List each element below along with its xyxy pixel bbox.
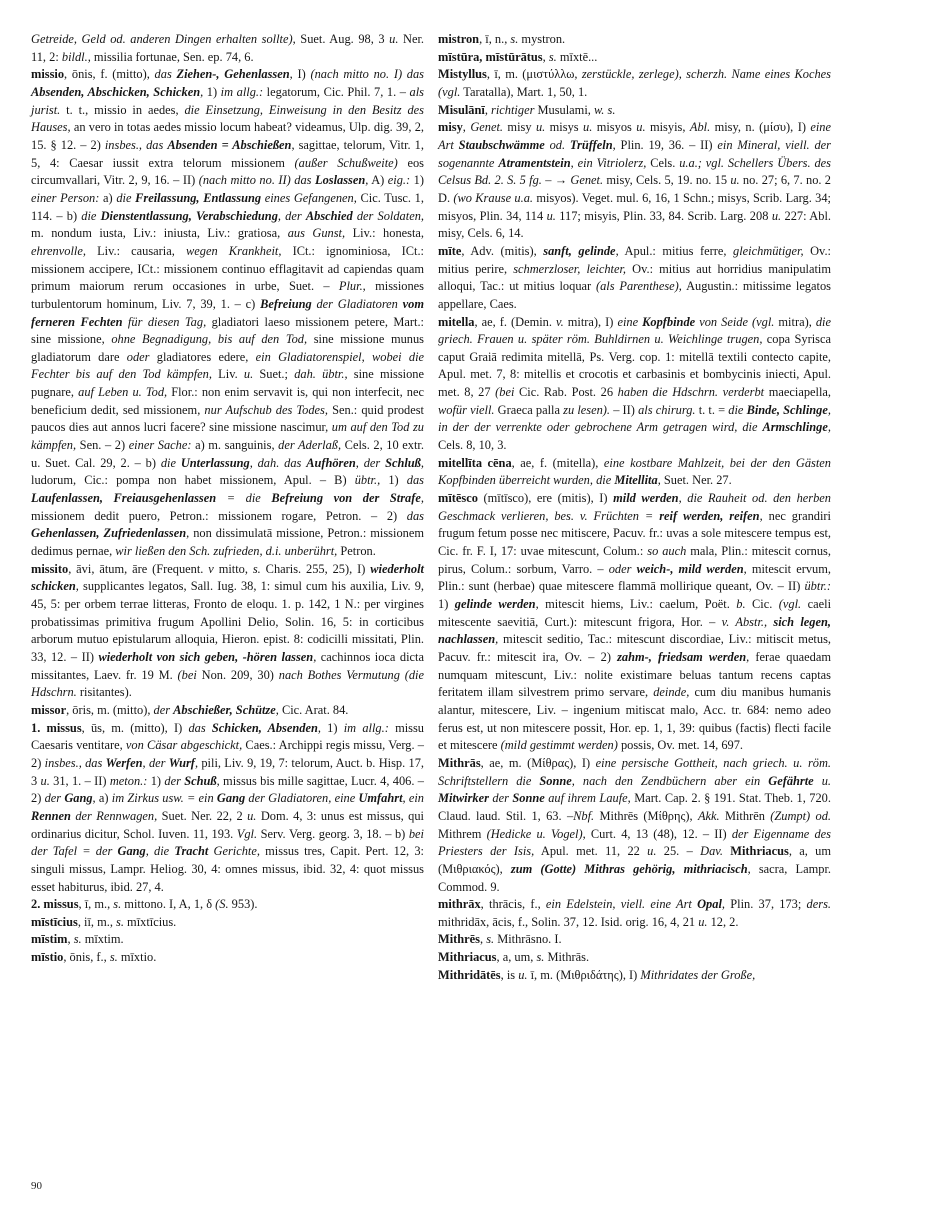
dictionary-entry: mītēsco (mītīsco), ere (mitis), I) mild werden, die Rauheit od. den herben Geschmack verlieren, bes. v. Früchten = reif werden, reifen, nec grandiri frugum fetum posse nec mitiscere, Pacuv. fr.: uvas a sole mitescere tempus est, Cic. fr. F. I, 17: uvae mitescunt, Colum.: so auch mala, Plin.: mitescit cornus, pirus, Colum.: sorbum, Varro. – oder weich-, mild werden, mitescit ervum, Plin.: sunt (herbae) quae mitescere flammā mollirique queant, Ov. – II) übtr.: 1) gelinde werden, mitescit hiems, Liv.: caelum, Poët. b. Cic. (vgl. caeli mitescente saevitiā, Curt.): mitescunt frigora, Hor. – v. Abstr., sich legen, nachlassen, mitescit seditio, Tac.: mitescunt discordiae, Liv.: mitiscit metus, Pacuv. fr.: mitescit ira, Ov. – 2) zahm-, friedsam werden, ferae quaedam numquam mitescunt, Liv.: nolite existimare beluas tantum recens captas feritatem illam silvestrem primo servare, deinde, cum diu manibus humanis alantur, mitescere, Liv. – ingenium mitiscat malo, Acc. tr. 684: nemo adeo ferus est, ut non mitescere possit, Hor. ep. 1, 1, 39: quibus (factis) flecti facile et mitescere (mild gestimmt werden) possis, Ov. met. 14, 697. [438,491,832,753]
left-column [31,31,424,967]
dictionary-entry: missito, āvi, ātum, āre (Frequent. v mitto, s. Charis. 255, 25), I) wiederholt schicken, supplicantes legatos, Sall. Iug. 38, 1: simul cum his auxilia, Liv. 9, 45, 5: per orbem terrae litteras, Fronto de eloqu. 1. p. 142, 1 N.: per virgines probatissimas primitiva frugum Apollini Delio, Solin. 16, 5: in corticibus arborum mutuo epistularum alloquia, Hieron. epist. 8: codicilli missitati, Plin. 33, 12. – II) wiederholt von sich geben, -hören lassen, cachinnos ioca dicta missitantes, Laev. fr. 19 M. (bei Non. 209, 30) nach Bothes Vermutung (die Hdschrn. risitantes). [31,561,424,700]
dictionary-entry: mīstīcius, iī, m., s. mīxtīcius. [31,914,177,929]
dictionary-entry: 1. missus, ūs, m. (mitto), I) das Schicken, Absenden, 1) im allg.: missu Caesaris ventitare, von Cäsar abgeschickt, Caes.: Archippi regis missu, Verg. – 2) insbes., das Werfen, der Wurf, pili, Liv. 9, 19, 7: telorum, Auct. b. Hisp. 17, 3 u. 31, 1. – II) meton.: 1) der Schuß, missus bis mille sagittae, Lucr. 4, 406. – 2) der Gang, a) im Zirkus usw. = ein Gang der Gladiatoren, eine Umfahrt, ein Rennen der Rennwagen, Suet. Ner. 22, 2 u. Dom. 4, 3: unus est missus, qui ordinarius dicitur, Schol. Iuven. 11, 193. Vgl. Serv. Verg. georg. 3, 18. – b) bei der Tafel = der Gang, die Tracht Gerichte, missus tres, Capit. Pert. 12, 3: singuli missus, Lampr. Heliog. 30, 4: omnes missus, ibid. 32, 4: quot missus esset habiturus, ibid. 27, 4. [31,720,424,894]
dictionary-entry: Mithrēs, s. Mithrāsno. I. [438,932,562,947]
dictionary-entry: Mistyllus, ī, m. (μιστύλλω, zerstückle, zerlege), scherzh. Name eines Koches (vgl. Taratalla), Mart. 1, 50, 1. [438,67,831,99]
dictionary-entry: mithrāx, thrācis, f., ein Edelstein, viell. eine Art Opal, Plin. 37, 173; ders. mithridāx, ācis, f., Solin. 37, 12. Isid. orig. 16, 4, 21 u. 12, 2. [438,897,831,929]
dictionary-entry: Mithrās, ae, m. (Μίθρας), I) eine persische Gottheit, nach griech. u. röm. Schriftstellern die Sonne, nach den Zendbüchern aber ein Gefährte u. Mitwirker der Sonne auf ihrem Laufe, Mart. Cap. 2. § 191. Stat. Theb. 1, 720. Claud. laud. Stil. 1, 63. –Nbf. Mithrēs (Μίθρης), Akk. Mithrēn (Zumpt) od. Mithrem (Hedicke u. Vogel), Curt. 4, 13 (48), 12. – II) der Eigenname des Priesters der Isis, Apul. met. 11, 22 u. 25. – Dav. Mithriacus, a, um (Μιθριακός), zum (Gotte) Mithras gehörig, mithriacisch, sacra, Lampr. Commod. 9. [438,755,832,894]
right-column [438,31,831,984]
dictionary-entry: mīte, Adv. (mitis), sanft, gelinde, Apul.: mitius ferre, gleichmütiger, Ov.: mitius perire, schmerzloser, leichter, Ov.: mitius aut horridius manipulatim alloqui, Tac.: ut mitius loquar (als Parenthese), Augustin.: mitissime legatos appellare, Caes. [438,243,832,311]
dictionary-entry: mīstūra, mīstūrātus, s. mīxtē... [438,49,598,64]
dictionary-entry: Getreide, Geld od. anderen Dingen erhalten sollte), Suet. Aug. 98, 3 u. Ner. 11, 2: bildl., missilia fortunae, Sen. ep. 74, 6. [31,32,424,64]
dictionary-entry: misy, Genet. misy u. misys u. misyos u. misyis, Abl. misy, n. (μίσυ), I) eine Art Staubschwämme od. Trüffeln, Plin. 19, 36. – II) ein Mineral, viell. der sogenannte Atramentstein, ein Vitriolerz, Cels. u.a.; vgl. Schellers Übers. des Celsus Bd. 2. S. 5 fg. – → Genet. misy, Cels. 5, 19. no. 15 u. no. 27; 6, 7. no. 2 D. (wo Krause u.a. misyos). Veget. mul. 6, 16, 1 Schn.; misys, Scrib. Larg. 34; misyos, Plin. 34, 114 u. 117; misyis, Plin. 33, 84. Scrib. Larg. 208 u. 227: Abl. misy, Cels. 6, 14. [438,120,831,241]
dictionary-entry: Misulānī, richtiger Musulami, w. s. [438,102,616,117]
dictionary-entry: missor, ōris, m. (mitto), der Abschießer, Schütze, Cic. Arat. 84. [31,702,349,717]
dictionary-entry: 2. missus, ī, m., s. mittono. I, A, 1, δ (S. 953). [31,897,258,912]
dictionary-entry: mistron, ī, n., s. mystron. [438,32,566,46]
dictionary-entry: mitella, ae, f. (Demin. v. mitra), I) eine Kopfbinde von Seide (vgl. mitra), die griech. Frauen u. später röm. Buhldirnen u. Weichlinge trugen, copa Syrisca caput Graiā redimita mitellā, Ps. Verg. cop. 1: mitellā textili contecto capite, Apul. met. 7, 8: mitellis et crocotis et carbasinis et bombycinis iniecti, Apul. met. 8, 27 (bei Cic. Rab. Post. 26 haben die Hdschrn. verderbt maeciapella, wofür viell. Graeca palla zu lesen). – II) als chirurg. t. t. = die Binde, Schlinge, in der der verrenkte oder gebrochene Arm getragen wird, die Armschlinge, Cels. 8, 10, 3. [438,314,831,453]
dictionary-entry: mitellīta cēna, ae, f. (mitella), eine kostbare Mahlzeit, bei der den Gästen Kopfbinden überreicht wurden, die Mitellita, Suet. Ner. 27. [438,455,831,488]
page-number: 90 [31,1180,42,1192]
dictionary-entry: mīstio, ōnis, f., s. mīxtio. [31,950,157,965]
dictionary-entry: missio, ōnis, f. (mitto), das Ziehen-, Gehenlassen, I) (nach mitto no. I) das Absenden, Abschicken, Schicken, 1) im allg.: legatorum, Cic. Phil. 7, 1. – als jurist. t. t., missio in aedes, die Einsetzung, Einweisung in den Besitz des Hauses, an vero in totas aedes missio locum habeat? videamus, Ulp. dig. 39, 2, 15. § 12. – 2) insbes., das Absenden = Abschießen, sagittae, telorum, Vitr. 1, 5, 4: Caesar iussit extra telorum missionem (außer Schußweite) eos circumvallari, Vitr. 2, 9, 16. – II) (nach mitto no. II) das Loslassen, A) eig.: 1) einer Person: a) die Freilassung, Entlassung eines Gefangenen, Cic. Tusc. 1, 114. – b) die Dienstentlassung, Verabschiedung, der Abschied der Soldaten, m. nondum iusta, Liv.: iniusta, Liv.: gratiosa, aus Gunst, Liv.: honesta, ehrenvolle, Liv.: causaria, wegen Krankheit, ICt.: ignominiosa, ICt.: missionem accipere, ICt.: missionem continuo efflagitavit ad capiendas quam primum maiorum rerum occasiones in urbe, Suet. – Plur., missiones turbulentorum hominum, Liv. 7, 39, 1. – c) Befreiung der Gladiatoren vom ferneren Fechten für diesen Tag, gladiatori laeso missionem petere, Mart.: sine missione, ohne Begnadigung, bis auf den Tod, sine missione munus gladiatorum dare oder gladiatores edere, ein Gladiatorenspiel, wobei die Fechter bis auf den Tod kämpfen, Liv. u. Suet.; dah. übtr., sine missione pugnare, auf Leben u. Tod, Flor.: non enim servavit is, qui non interfecit, nec beneficium dedit, sed missionem, nur Aufschub des Todes, Sen.: quid prodest paucos dies aut annos lucri facere? sine missione nascimur, um auf den Tod zu kämpfen, Sen. – 2) einer Sache: a) m. sanguinis, der Aderlaß, Cels. 2, 10 extr. u. Suet. Cal. 29, 2. – b) die Unterlassung, dah. das Aufhören, der Schluß, ludorum, Cic.: pompa non habet missionem, Apul. – B) übtr., 1) das Laufenlassen, Freiausgehenlassen = die Befreiung von der Strafe, missionem dedit puero, Petron.: missionem rogare, Petron. – 2) das Gehenlassen, Zufriedenlassen, non dissimulatā missione, Petron.: missionem dedimus pernae, wir ließen den Sch. zufrieden, d.i. unberührt, Petron. [31,67,425,559]
dictionary-entry: mīstim, s. mīxtim. [31,932,124,947]
dictionary-entry: Mithriacus, a, um, s. Mithrās. [438,950,590,965]
dictionary-entry: Mithridātēs, is u. ī, m. (Μιθριδάτης), I) Mithridates der Große, [438,967,756,982]
